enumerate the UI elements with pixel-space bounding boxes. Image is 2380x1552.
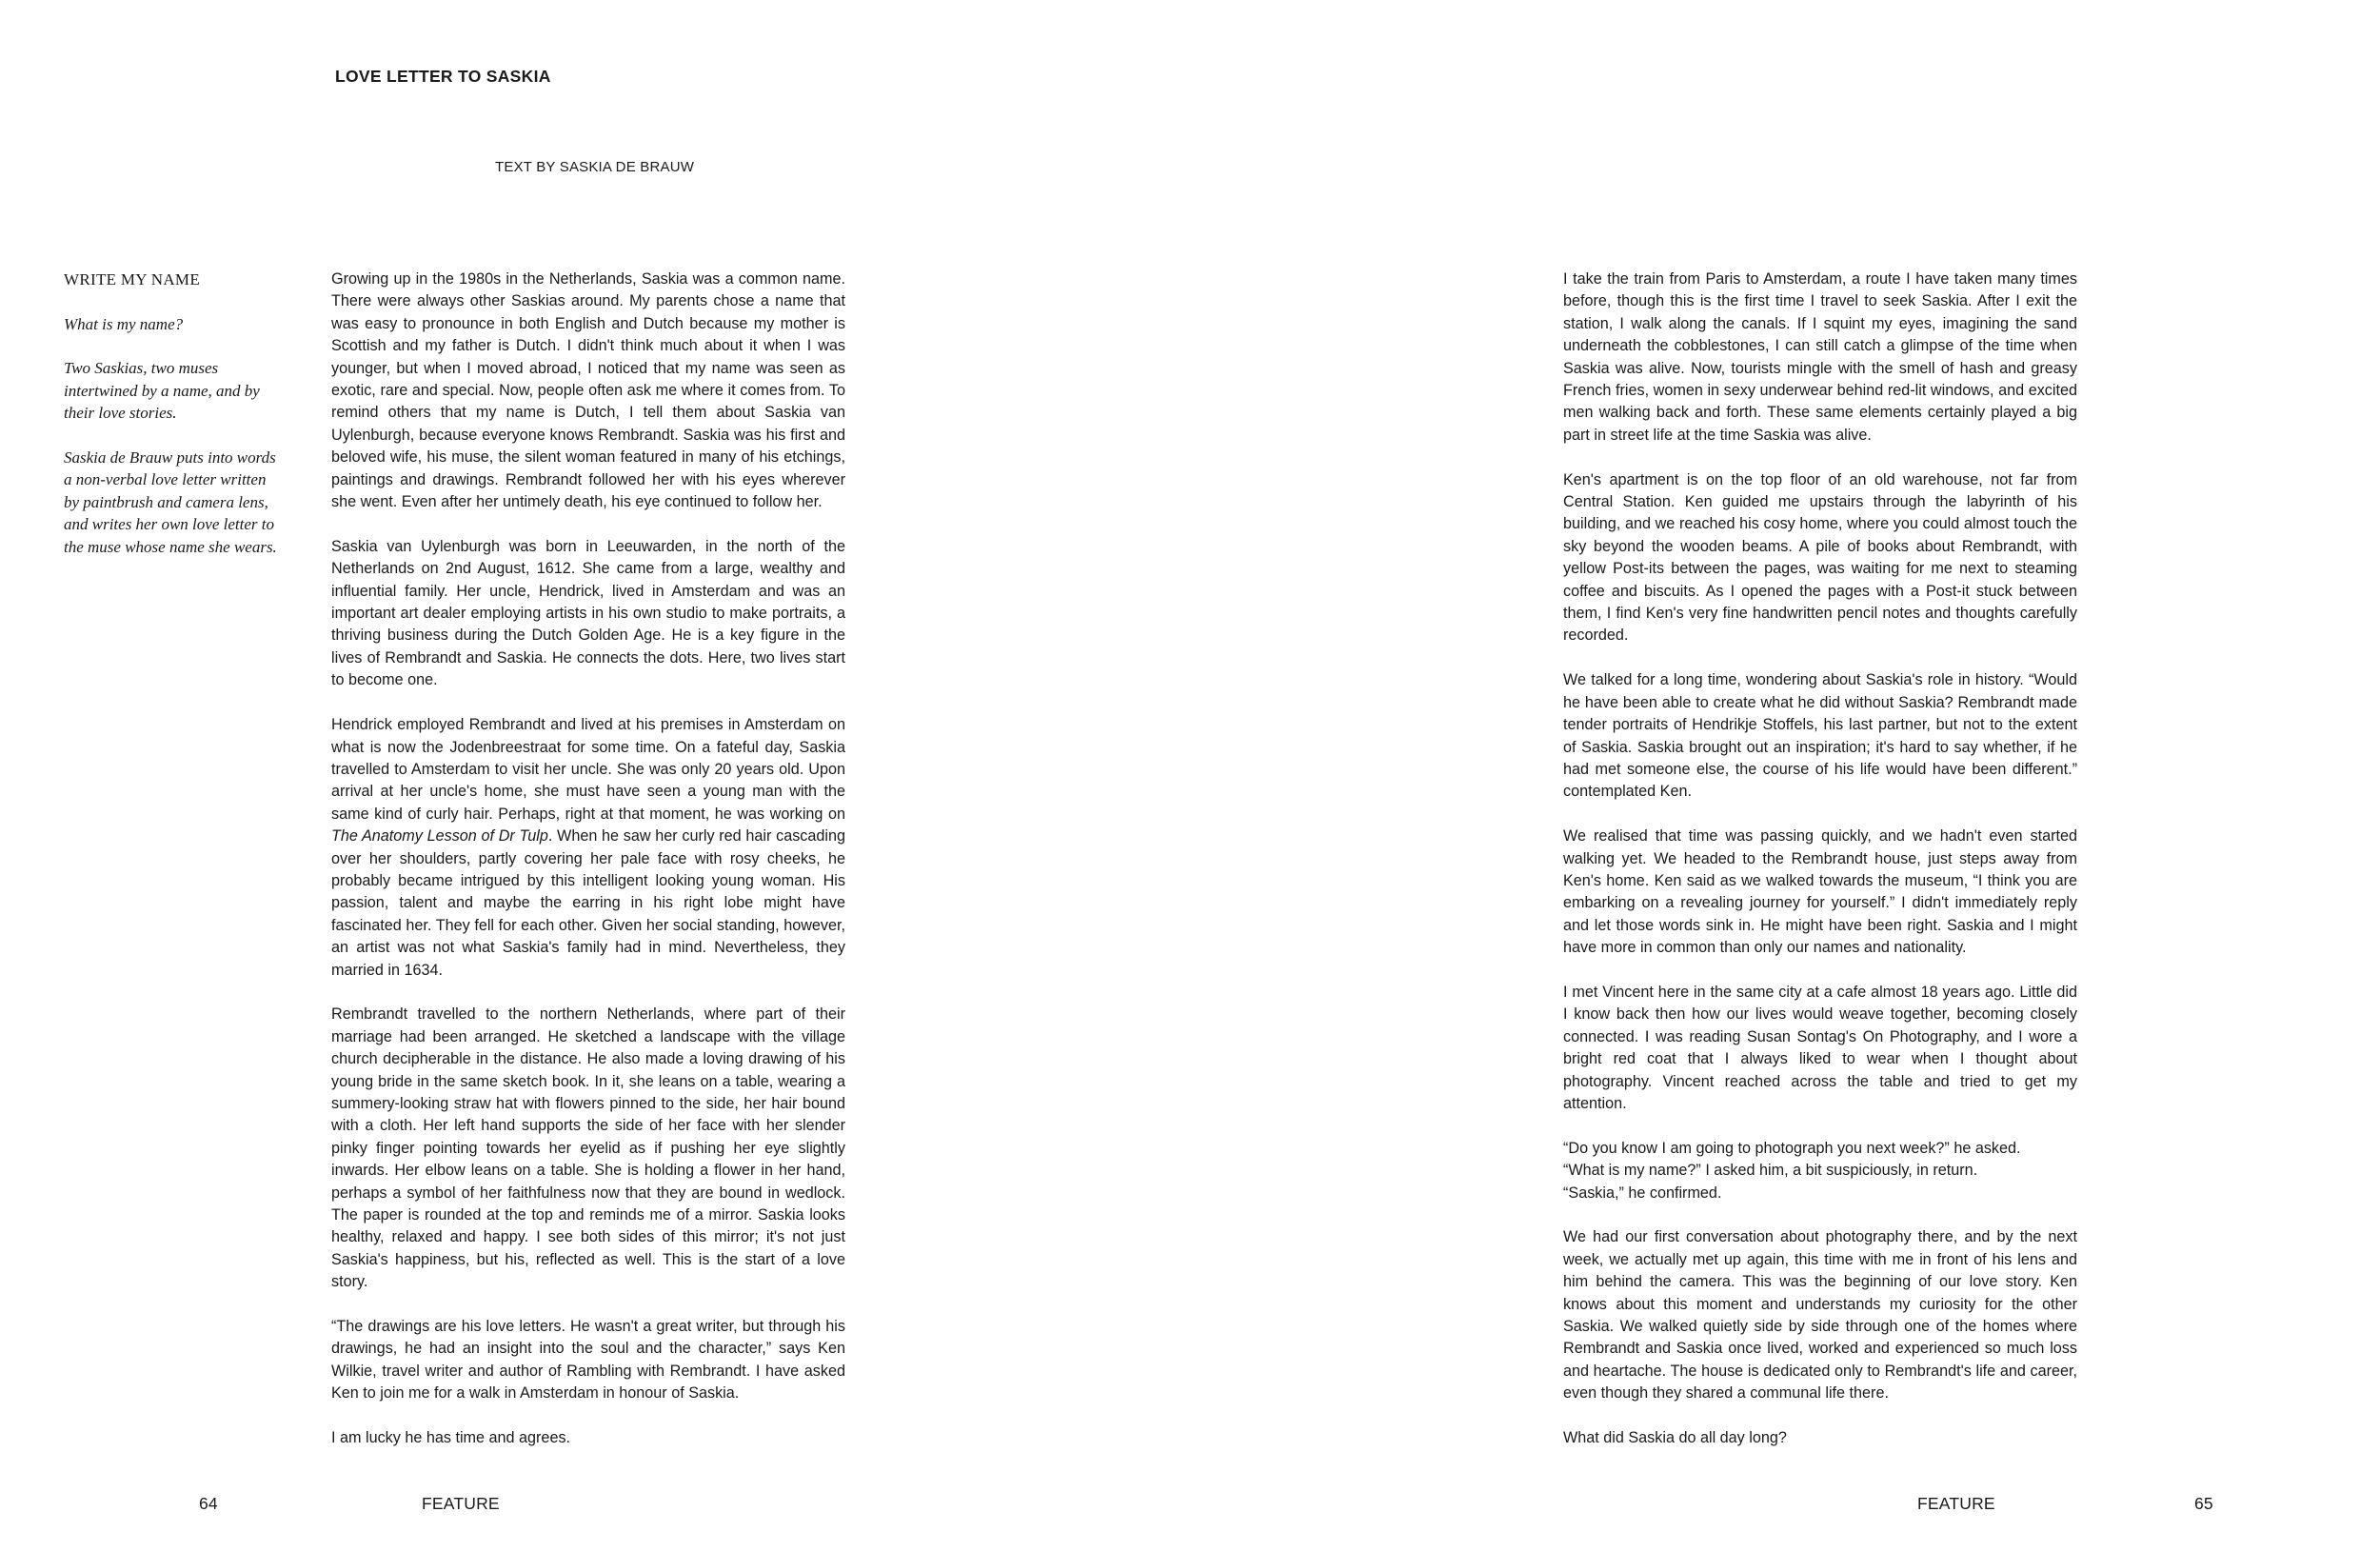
paragraph: We talked for a long time, wondering about Saskia's role in history. “Would he have been able to create what he did without Saskia? Rembrandt made tender portraits of Hendrikje Stoffels, his last partner, but not to the extent of Saskia. Saskia brought out an inspiration; it's hard to say whether, if he had met someone else, the course of his life would have been different.” contemplated Ken. bbox=[1563, 671, 2077, 801]
paragraph: Ken's apartment is on the top floor of an old warehouse, not far from Central Station. Ken guided me upstairs through the labyrinth of his building, and we reached his cosy home, where you could almost touch the sky beyond the wooden beams. A pile of books about Rembrandt, with yellow Post-its between the pages, was waiting for me next to steaming coffee and biscuits. As I opened the pages with a Post-it stuck between them, I find Ken's very fine handwritten pencil notes and thoughts carefully recorded. bbox=[1563, 470, 2077, 645]
page-number-right: 65 bbox=[2194, 1494, 2213, 1513]
paragraph: I take the train from Paris to Amsterdam, a route I have taken many times before, though this is the first time I travel to seek Saskia. After I exit the station, I walk along the canals. If I squint my eyes, imagining the sand underneath the cobblestones, I can still catch a glimpse of the time when Saskia was alive. Now, tourists mingle with the smell of hash and greasy French fries, women in sexy underwear behind red-lit windows, and excited men walking back and forth. These same elements certainly played a big part in street life at the time Saskia was alive. bbox=[1563, 270, 2077, 444]
sidebar-description: Saskia de Brauw puts into words a non-verbal love letter written by paintbrush and camera lens, and writes her own love letter to the muse whose name she wears. bbox=[64, 448, 277, 556]
section-label-left: FEATURE bbox=[422, 1494, 500, 1513]
paragraph: Saskia van Uylenburgh was born in Leeuwarden, in the north of the Netherlands on 2nd August, 1612. She came from a large, wealthy and influential family. Her uncle, Hendrick, lived in Amsterdam and was an important art dealer employing artists in his own studio to make portraits, a thriving business during the Dutch Golden Age. He is a key figure in the lives of Rembrandt and Saskia. He connects the dots. Here, two lives start to become one. bbox=[331, 537, 845, 689]
paragraph: We realised that time was passing quickly, and we hadn't even started walking yet. We headed to the Rembrandt house, just steps away from Ken's home. Ken said as we walked towards the museum, “I think you are embarking on a revealing journey for yourself.” I didn't immediately reply and let those words sink in. He might have been right. Saskia and I might have more in common than only our names and nationality. bbox=[1563, 827, 2077, 957]
paragraph: Rembrandt travelled to the northern Netherlands, where part of their marriage had been arranged. He sketched a landscape with the village church decipherable in the distance. He also made a loving drawing of his young bride in the same sketch book. In it, she leans on a table, wearing a summery-looking straw hat with flowers pinned to the side, her hair bound with a cloth. Her left hand supports the side of her face with her slender pinky finger pointing towards her eyelid as if pushing her eye slightly inwards. Her elbow leans on a table. She is holding a flower in her hand, perhaps a symbol of her faithfulness now that they are bound in wedlock. The paper is rounded at the top and reminds me of a mirror. Saskia looks healthy, relaxed and happy. I see both sides of this mirror; it's not just Saskia's happiness, but his, reflected as well. This is the start of a love story. bbox=[331, 1005, 845, 1291]
paragraph: I met Vincent here in the same city at a cafe almost 18 years ago. Little did I know back then how our lives would weave together, becoming closely connected. I was reading Susan Sontag's On Photography, and I wore a bright red coat that I always liked to wear when I thought about photography. Vincent reached across the table and tried to get my attention. bbox=[1563, 983, 2077, 1112]
page-number-left: 64 bbox=[199, 1494, 218, 1513]
paragraph bbox=[331, 714, 845, 982]
right-text-column bbox=[1563, 269, 2077, 1472]
paragraph: We had our first conversation about photography there, and by the next week, we actually met up again, this time with me in front of his lens and him behind the camera. This was the beginning of our love story. Ken knows about this moment and understands my curiosity for the other Saskia. We walked quietly side by side through one of the homes where Rembrandt and Saskia once lived, worked and experienced so much loss and heartache. The house is dedicated only to Rembrandt's life and career, even though they shared a communal life there. bbox=[1563, 1228, 2077, 1403]
left-text-column bbox=[331, 269, 845, 1472]
paragraph: “The drawings are his love letters. He wasn't a great writer, but through his drawings, he had an insight into the soul and the character,” says Ken Wilkie, travel writer and author of Rambling with Rembrandt. I have asked Ken to join me for a walk in Amsterdam in honour of Saskia. bbox=[331, 1318, 845, 1403]
artwork-title: The Anatomy Lesson of Dr Tulp bbox=[331, 827, 548, 846]
sidebar-summary: Two Saskias, two muses intertwined by a name, and by their love stories. bbox=[64, 359, 260, 422]
sidebar bbox=[64, 269, 285, 580]
sidebar-question: What is my name? bbox=[64, 314, 184, 333]
dialogue-line: “Saskia,” he confirmed. bbox=[1563, 1184, 1722, 1202]
byline: TEXT BY SASKIA DE BRAUW bbox=[495, 159, 695, 175]
paragraph-text: Hendrick employed Rembrandt and lived at his premises in Amsterdam on what is now the Jodenbreestraat for some time. On a fateful day, Saskia travelled to Amsterdam to visit her uncle. She was only 20 years old. Upon arrival at her uncle's home, she must have seen a young man with the same kind of curly hair. Perhaps, right at that moment, he was working on bbox=[331, 716, 845, 823]
sidebar-heading: WRITE MY NAME bbox=[64, 270, 201, 289]
article-title: LOVE LETTER TO SASKIA bbox=[335, 67, 551, 86]
section-label-right: FEATURE bbox=[1917, 1494, 1995, 1513]
paragraph: I am lucky he has time and agrees. bbox=[331, 1429, 571, 1447]
dialogue-line: “Do you know I am going to photograph you next week?” he asked. bbox=[1563, 1139, 2021, 1157]
paragraph: Growing up in the 1980s in the Netherlands, Saskia was a common name. There were always other Saskias around. My parents chose a name that was easy to pronounce in both English and Dutch because my mother is Scottish and my father is Dutch. I didn't think much about it when I was younger, but when I moved abroad, I noticed that my name was seen as exotic, rare and special. Now, people often ask me where it comes from. To remind others that my name is Dutch, I tell them about Saskia van Uylenburgh, because everyone knows Rembrandt. Saskia was his first and beloved wife, his muse, the silent woman featured in many of his etchings, paintings and drawings. Rembrandt followed her with his eyes wherever she went. Even after her untimely death, his eye continued to follow her. bbox=[331, 270, 845, 511]
dialogue-line: “What is my name?” I asked him, a bit suspiciously, in return. bbox=[1563, 1162, 1978, 1180]
paragraph-text: . When he saw her curly red hair cascading over her shoulders, partly covering her pale face with rosy cheeks, he probably became intrigued by this intelligent looking young woman. His passion, talent and maybe the earring in his right lobe might have fascinated her. They fell for each other. Given her social standing, however, an artist was not what Saskia's family had in mind. Nevertheless, they married in 1634. bbox=[331, 827, 845, 979]
paragraph: What did Saskia do all day long? bbox=[1563, 1429, 1787, 1447]
